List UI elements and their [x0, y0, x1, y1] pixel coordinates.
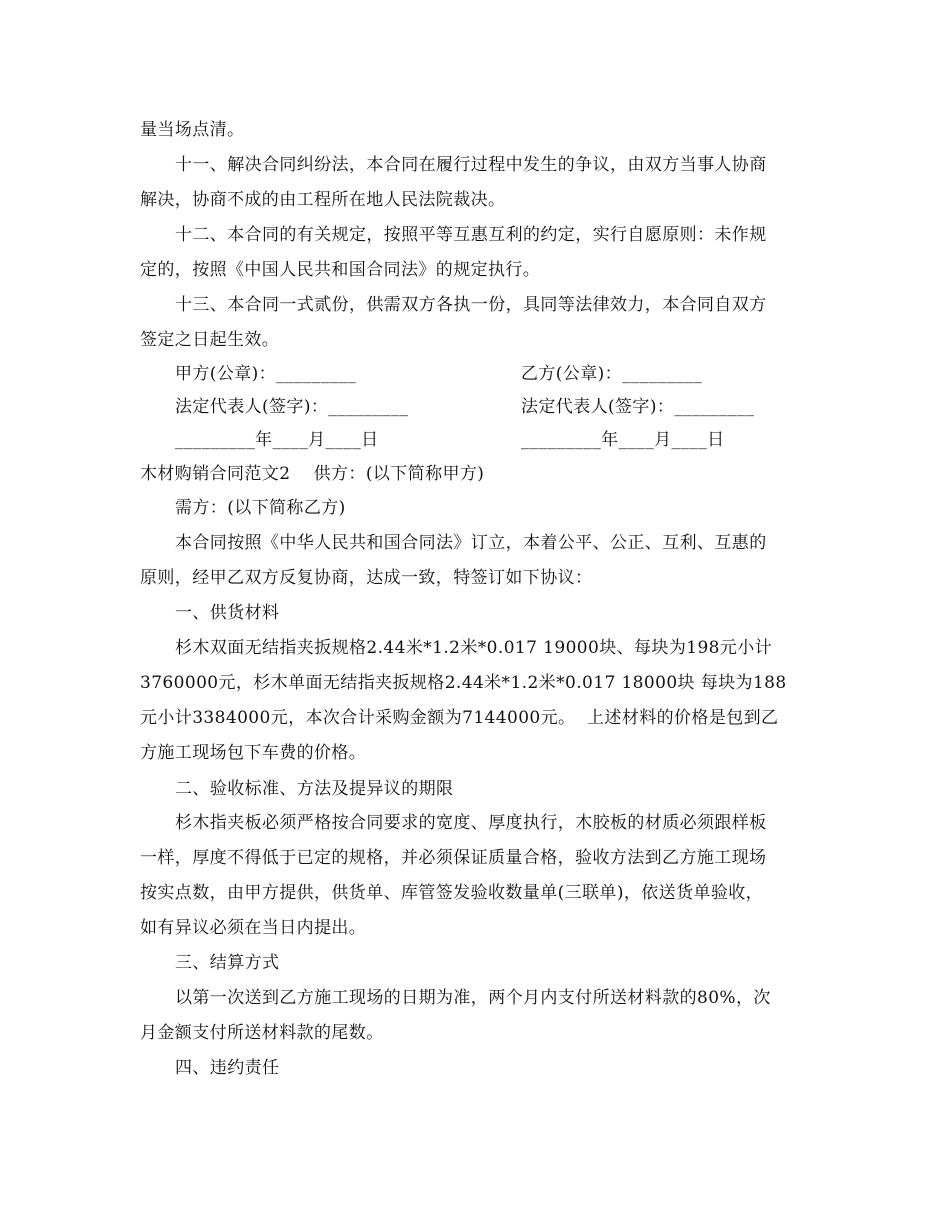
- text-line: 量当场点清。: [140, 120, 245, 140]
- clause-heading: 三、结算方式: [175, 953, 280, 973]
- clause-heading: 二、验收标准、方法及提异议的期限: [175, 779, 454, 799]
- text-line: 以第一次送到乙方施工现场的日期为准，两个月内支付所送材料款的80%，次: [175, 988, 771, 1008]
- text-line: 3760000元，杉木单面无结指夹扳规格2.44米*1.2米*0.017 18000块 每块为188: [140, 673, 787, 693]
- party-b-representative: 法定代表人(签字)：_________: [521, 397, 755, 417]
- section-title: 木材购销合同范文2 供方：(以下简称甲方): [140, 464, 485, 484]
- text-line: 十三、本合同一式贰份，供需双方各执一份，具同等法律效力，本合同自双方: [175, 295, 767, 315]
- text-line: 月金额支付所送材料款的尾数。: [140, 1023, 384, 1043]
- text-line: 定的，按照《中国人民共和国合同法》的规定执行。: [140, 260, 541, 280]
- text-line: 方施工现场包下车费的价格。: [140, 743, 367, 763]
- text-line: 如有异议必须在当日内提出。: [140, 918, 367, 938]
- text-line: 签定之日起生效。: [140, 330, 280, 350]
- text-line: 按实点数，由甲方提供，供货单、库管签发验收数量单(三联单)，依送货单验收，: [140, 883, 764, 903]
- text-line: 本合同按照《中华人民共和国合同法》订立，本着公平、公正、互利、互惠的: [175, 533, 767, 553]
- text-line: 杉木双面无结指夹扳规格2.44米*1.2米*0.017 19000块、每块为198元小计: [175, 638, 773, 658]
- text-line: 解决，协商不成的由工程所在地人民法院裁决。: [140, 190, 506, 210]
- clause-heading: 四、违约责任: [175, 1058, 280, 1078]
- text-line: 一样，厚度不得低于已定的规格，并必须保证质量合格，验收方法到乙方施工现场: [140, 848, 767, 868]
- party-a-representative: 法定代表人(签字)：_________: [175, 397, 409, 417]
- party-b-seal: 乙方(公章)：_________: [521, 364, 703, 384]
- party-a-date: _________年____月____日: [175, 430, 379, 450]
- text-line: 需方：(以下简称乙方): [175, 498, 346, 518]
- text-line: 元小计3384000元，本次合计采购金额为7144000元。 上述材料的价格是包到乙: [140, 708, 779, 728]
- party-b-date: _________年____月____日: [521, 430, 725, 450]
- text-line: 原则，经甲乙双方反复协商，达成一致，特签订如下协议：: [140, 568, 593, 588]
- party-a-seal: 甲方(公章)：_________: [175, 364, 357, 384]
- text-line: 杉木指夹板必须严格按合同要求的宽度、厚度执行，木胶板的材质必须跟样板: [175, 813, 767, 833]
- clause-heading: 一、供货材料: [175, 603, 280, 623]
- text-line: 十一、解决合同纠纷法，本合同在履行过程中发生的争议，由双方当事人协商: [175, 155, 767, 175]
- text-line: 十二、本合同的有关规定，按照平等互惠互利的约定，实行自愿原则：未作规: [175, 225, 767, 245]
